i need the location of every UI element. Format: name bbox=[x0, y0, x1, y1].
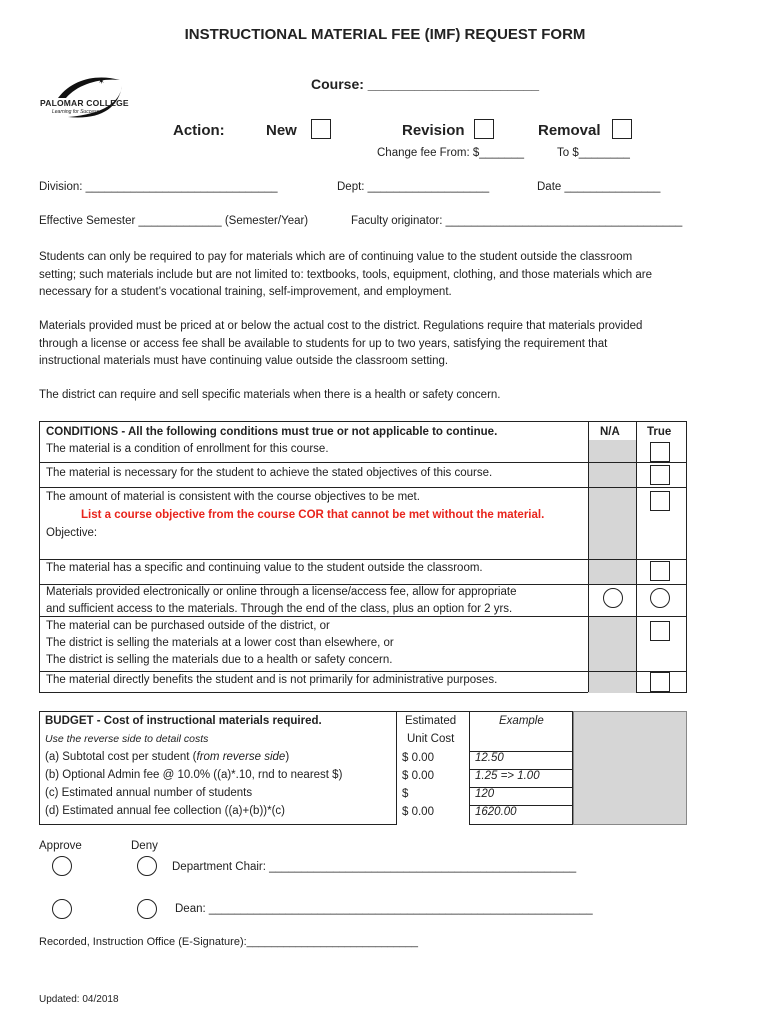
budget-side-shading bbox=[573, 711, 687, 825]
paragraph-line: Materials provided must be priced at or below the actual cost to the district. Regulations require that materials provided bbox=[39, 320, 643, 332]
change-fee-from-field[interactable]: Change fee From: $_______ bbox=[377, 147, 525, 159]
condition-row-4: The material has a specific and continuing value to the student outside the classroom. bbox=[46, 562, 483, 574]
unit-cost-header: Unit Cost bbox=[407, 733, 455, 745]
condition-row-5-cont: and sufficient access to the materials. Through the end of the class, plus an option for 2 yrs. bbox=[46, 603, 513, 615]
paragraph-line: The district can require and sell specific materials when there is a health or safety concern. bbox=[39, 389, 501, 401]
budget-row-d-value[interactable]: $ 0.00 bbox=[402, 806, 434, 818]
condition-4-true-checkbox[interactable] bbox=[650, 561, 670, 581]
condition-row-5: Materials provided electronically or online through a license/access fee, allow for appropriate bbox=[46, 586, 517, 598]
policy-paragraph-3 bbox=[39, 387, 739, 405]
budget-row-a-example: 12.50 bbox=[475, 752, 504, 764]
dean-signature-field[interactable]: Dean: ____________________________________________________________ bbox=[175, 903, 593, 915]
condition-row-6: The material can be purchased outside of the district, or bbox=[46, 620, 330, 632]
action-new-checkbox[interactable] bbox=[311, 119, 331, 139]
action-revision-label: Revision bbox=[402, 122, 465, 139]
budget-row-a-italic: from reverse side bbox=[196, 751, 286, 763]
action-new-label: New bbox=[266, 122, 297, 139]
logo-tagline: Learning for Success bbox=[52, 109, 99, 115]
policy-paragraph-2 bbox=[39, 318, 739, 371]
condition-6-true-checkbox[interactable] bbox=[650, 621, 670, 641]
budget-row-c-value[interactable]: $ bbox=[402, 788, 409, 800]
budget-row-a-label bbox=[45, 748, 289, 766]
true-column-header: True bbox=[647, 426, 672, 438]
action-removal-label: Removal bbox=[538, 122, 601, 139]
conditions-table bbox=[39, 421, 687, 693]
condition-row-3: The amount of material is consistent with the course objectives to be met. bbox=[46, 491, 420, 503]
condition-3-true-checkbox[interactable] bbox=[650, 491, 670, 511]
change-fee-to-field[interactable]: To $________ bbox=[557, 147, 630, 159]
chair-approve-radio[interactable] bbox=[52, 856, 72, 876]
budget-row-c-example: 120 bbox=[475, 788, 495, 800]
budget-row-a-text: (a) Subtotal cost per student ( bbox=[45, 751, 197, 763]
condition-2-true-checkbox[interactable] bbox=[650, 465, 670, 485]
condition-row-6-alt-1: The district is selling the materials at a lower cost than elsewhere, or bbox=[46, 637, 394, 649]
budget-row-a-value[interactable]: $ 0.00 bbox=[402, 752, 434, 764]
budget-subheader: Use the reverse side to detail costs bbox=[45, 733, 209, 745]
department-chair-signature-field[interactable]: Department Chair: ________________________________________________ bbox=[172, 861, 577, 873]
condition-5-na-radio[interactable] bbox=[603, 588, 623, 608]
estimated-header: Estimated bbox=[405, 715, 457, 727]
effective-semester-field[interactable]: Effective Semester _____________ (Semester/Year) bbox=[39, 215, 309, 227]
example-header: Example bbox=[499, 715, 544, 727]
college-logo bbox=[38, 72, 148, 122]
chair-deny-radio[interactable] bbox=[137, 856, 157, 876]
na-column-header: N/A bbox=[600, 426, 620, 438]
budget-row-d-example: 1620.00 bbox=[475, 806, 517, 818]
date-field[interactable]: Date _______________ bbox=[537, 181, 661, 193]
budget-header: BUDGET - Cost of instructional materials required. bbox=[45, 715, 322, 727]
conditions-header: CONDITIONS - All the following conditions must true or not applicable to continue. bbox=[46, 426, 498, 438]
budget-row-b-value[interactable]: $ 0.00 bbox=[402, 770, 434, 782]
logo-name: PALOMAR COLLEGE bbox=[40, 98, 129, 108]
condition-row-2: The material is necessary for the student to achieve the stated objectives of this course. bbox=[46, 467, 493, 479]
dean-deny-radio[interactable] bbox=[137, 899, 157, 919]
budget-row-d-label: (d) Estimated annual fee collection ((a)+(b))*(c) bbox=[45, 805, 285, 817]
condition-row-1: The material is a condition of enrollment for this course. bbox=[46, 443, 329, 455]
course-field[interactable]: Course: ______________________ bbox=[311, 76, 540, 92]
condition-row-6-alt-2: The district is selling the materials due to a health or safety concern. bbox=[46, 654, 393, 666]
policy-paragraph-1 bbox=[39, 249, 739, 302]
action-label: Action: bbox=[173, 122, 225, 139]
na-column-shading bbox=[588, 616, 636, 693]
condition-5-true-radio[interactable] bbox=[650, 588, 670, 608]
dept-field[interactable]: Dept: ___________________ bbox=[337, 181, 490, 193]
action-removal-checkbox[interactable] bbox=[612, 119, 632, 139]
deny-label: Deny bbox=[131, 840, 158, 852]
budget-row-b-example: 1.25 => 1.00 bbox=[475, 770, 540, 782]
objective-field[interactable]: Objective: bbox=[46, 527, 98, 539]
recorded-signature-field[interactable]: Recorded, Instruction Office (E-Signature):____________________________ bbox=[39, 936, 418, 948]
approve-label: Approve bbox=[39, 840, 82, 852]
division-field[interactable]: Division: ______________________________ bbox=[39, 181, 278, 193]
budget-row-c-label: (c) Estimated annual number of students bbox=[45, 787, 253, 799]
budget-row-b-label: (b) Optional Admin fee @ 10.0% ((a)*.10, rnd to nearest $) bbox=[45, 769, 343, 781]
condition-row-7: The material directly benefits the student and is not primarily for administrative purposes. bbox=[46, 674, 498, 686]
condition-7-true-checkbox[interactable] bbox=[650, 672, 670, 692]
paragraph-line: through a license or access fee shall be available to students for up to two years, satisfying the requirement that bbox=[39, 337, 608, 350]
paragraph-line: Students can only be required to pay for materials which are of continuing value to the student outside the classroom bbox=[39, 251, 633, 263]
action-revision-checkbox[interactable] bbox=[474, 119, 494, 139]
svg-text:✶: ✶ bbox=[98, 77, 105, 86]
updated-date: Updated: 04/2018 bbox=[39, 994, 119, 1005]
budget-table bbox=[39, 711, 687, 825]
condition-1-true-checkbox[interactable] bbox=[650, 442, 670, 462]
budget-row-a-close: ) bbox=[285, 751, 290, 763]
paragraph-line: necessary for a student’s vocational training, self-improvement, and employment. bbox=[39, 286, 452, 298]
faculty-originator-field[interactable]: Faculty originator: _____________________________________ bbox=[351, 215, 683, 227]
condition-row-3-note: List a course objective from the course COR that cannot be met without the material. bbox=[81, 509, 545, 521]
paragraph-line: setting; such materials include but are not limited to: textbooks, tools, equipment, clothing, and those materials which are bbox=[39, 268, 653, 281]
form-title: INSTRUCTIONAL MATERIAL FEE (IMF) REQUEST FORM bbox=[184, 26, 586, 43]
paragraph-line: instructional materials must have continuing value outside the classroom setting. bbox=[39, 355, 449, 367]
dean-approve-radio[interactable] bbox=[52, 899, 72, 919]
